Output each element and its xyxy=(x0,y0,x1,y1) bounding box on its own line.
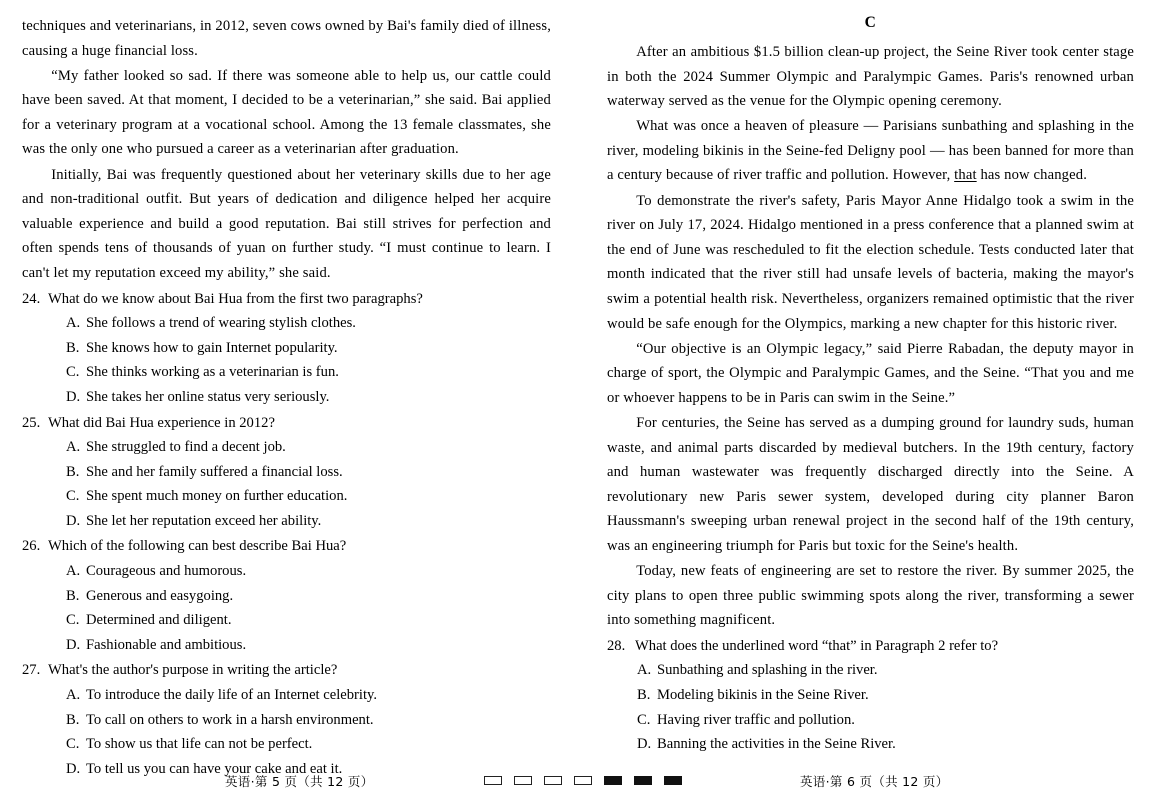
option-text: Modeling bikinis in the Seine River. xyxy=(657,686,869,703)
option-letter: D. xyxy=(66,760,81,777)
option-24-a[interactable] xyxy=(22,311,551,336)
option-text: She takes her online status very seriously. xyxy=(86,388,330,405)
mark-hollow-icon xyxy=(544,776,562,785)
option-letter: A. xyxy=(66,687,81,704)
option-text: To tell us you can have your cake and eat it. xyxy=(86,760,343,777)
question-28 xyxy=(607,634,1134,659)
option-25-b[interactable] xyxy=(22,460,551,485)
option-24-b[interactable] xyxy=(22,336,551,361)
question-24 xyxy=(22,287,551,312)
option-text: She spent much money on further education. xyxy=(86,488,348,505)
option-letter: B. xyxy=(637,686,651,703)
option-text: To call on others to work in a harsh environment. xyxy=(86,711,374,728)
option-letter: B. xyxy=(66,463,80,480)
question-number: 27. xyxy=(22,662,41,679)
underlined-word: that xyxy=(954,167,977,184)
paragraph: For centuries, the Seine has served as a dumping ground for laundry suds, human waste, and animal parts discarded by medieval butchers. In the 19th century, factory and human wastewater was frequently discharged directly into the Seine. A revolutionary new Paris sewer system, developed during city planner Baron Haussmann's sweeping urban renewal project in the second half of the 19th century, was an engineering triumph for Paris but toxic for the Seine's health. xyxy=(607,414,1134,554)
option-25-c[interactable] xyxy=(22,484,551,509)
option-letter: C. xyxy=(66,364,80,381)
option-text: Having river traffic and pollution. xyxy=(657,711,855,728)
option-text: Sunbathing and splashing in the river. xyxy=(657,662,878,679)
option-text: She knows how to gain Internet popularity. xyxy=(86,339,338,356)
option-26-a[interactable] xyxy=(22,559,551,584)
option-24-d[interactable] xyxy=(22,385,551,410)
mark-hollow-icon xyxy=(514,776,532,785)
option-text: She struggled to find a decent job. xyxy=(86,439,286,456)
option-27-c[interactable] xyxy=(22,732,551,757)
option-25-a[interactable] xyxy=(22,435,551,460)
paragraph-text-before: What was once a heaven of pleasure — Parisians sunbathing and splashing in the river, modeling bikinis in the Seine-fed Deligny pool — has been banned for more than a century because of river traffic and pollution. However, xyxy=(607,118,1134,184)
option-letter: A. xyxy=(66,315,81,332)
option-letter: D. xyxy=(637,736,652,753)
option-text: Fashionable and ambitious. xyxy=(86,636,247,653)
option-text: Determined and diligent. xyxy=(86,612,232,629)
option-letter: B. xyxy=(66,339,80,356)
option-27-a[interactable] xyxy=(22,683,551,708)
mark-solid-icon xyxy=(634,776,652,785)
option-text: Banning the activities in the Seine River. xyxy=(657,736,896,753)
option-24-c[interactable] xyxy=(22,360,551,385)
option-text: She and her family suffered a financial loss. xyxy=(86,463,343,480)
option-26-c[interactable] xyxy=(22,608,551,633)
question-text: What does the underlined word “that” in Paragraph 2 refer to? xyxy=(635,637,999,654)
option-letter: B. xyxy=(66,711,80,728)
option-28-c[interactable] xyxy=(607,708,1134,733)
paragraph: “Our objective is an Olympic legacy,” said Pierre Rabadan, the deputy mayor in charge of sport, the Olympic and Paralympic Games, and the Seine. “That you and me or whoever happens to be in Paris can swim in the Seine.” xyxy=(607,340,1134,406)
option-26-d[interactable] xyxy=(22,633,551,658)
question-number: 24. xyxy=(22,290,41,307)
mark-solid-icon xyxy=(664,776,682,785)
footer-page-label-left: 英语·第 5 页（共 12 页） xyxy=(225,774,374,789)
option-letter: A. xyxy=(66,439,81,456)
registration-marks xyxy=(484,776,682,785)
option-letter: A. xyxy=(637,662,652,679)
option-28-a[interactable] xyxy=(607,658,1134,683)
question-text: What do we know about Bai Hua from the first two paragraphs? xyxy=(48,290,423,307)
mark-hollow-icon xyxy=(484,776,502,785)
option-letter: A. xyxy=(66,563,81,580)
right-column xyxy=(579,0,1158,800)
paragraph: techniques and veterinarians, in 2012, seven cows owned by Bai's family died of illness, causing a huge financial loss. xyxy=(22,18,551,59)
option-text: She follows a trend of wearing stylish clothes. xyxy=(86,315,356,332)
paragraph: To demonstrate the river's safety, Paris Mayor Anne Hidalgo took a swim in the river on July 17, 2024. Hidalgo mentioned in a press conference that a planned swim at the end of June was rescheduled to fit the election schedule. Tests conducted later that month indicated that the river still had unsafe levels of bacteria, making the mayor's swim a potential health risk. Nevertheless, organizers remained optimistic that the river would be safe enough for the Olympics, marking a new chapter for this historic river. xyxy=(607,192,1134,332)
question-25 xyxy=(22,411,551,436)
option-letter: D. xyxy=(66,512,81,529)
mark-solid-icon xyxy=(604,776,622,785)
option-26-b[interactable] xyxy=(22,584,551,609)
paragraph: Initially, Bai was frequently questioned about her veterinary skills due to her age and non-traditional outfit. But years of dedication and diligence helped her acquire valuable experience and build a good reputation. Bai still strives for perfection and often spends tens of thousands of yuan on further study. “I must continue to learn. I can't let my reputation exceed my ability,” she said. xyxy=(22,166,551,281)
question-number: 28. xyxy=(607,637,626,654)
option-text: She let her reputation exceed her ability. xyxy=(86,512,322,529)
question-text: What's the author's purpose in writing the article? xyxy=(48,662,338,679)
option-25-d[interactable] xyxy=(22,509,551,534)
paragraph-text-after: has now changed. xyxy=(976,167,1088,184)
option-text: Courageous and humorous. xyxy=(86,563,247,580)
option-letter: C. xyxy=(66,488,80,505)
question-text: Which of the following can best describe Bai Hua? xyxy=(48,538,347,555)
question-27 xyxy=(22,658,551,683)
question-26 xyxy=(22,534,551,559)
option-text: To introduce the daily life of an Internet celebrity. xyxy=(86,687,378,704)
question-group-28 xyxy=(607,634,1134,757)
option-letter: B. xyxy=(66,587,80,604)
footer-page-label-right: 英语·第 6 页（共 12 页） xyxy=(800,774,949,789)
option-27-b[interactable] xyxy=(22,708,551,733)
page-footer xyxy=(0,772,1158,794)
option-letter: D. xyxy=(66,636,81,653)
option-text: She thinks working as a veterinarian is fun. xyxy=(86,364,339,381)
paragraph-with-underline xyxy=(607,114,1134,188)
question-number: 26. xyxy=(22,538,41,555)
paragraph: After an ambitious $1.5 billion clean-up project, the Seine River took center stage in both the 2024 Summer Olympic and Paralympic Games. Paris's renowned urban waterway served as the venue for the Olympic opening ceremony. xyxy=(607,44,1134,110)
question-text: What did Bai Hua experience in 2012? xyxy=(48,414,275,431)
mark-hollow-icon xyxy=(574,776,592,785)
option-letter: C. xyxy=(66,612,80,629)
option-letter: C. xyxy=(66,736,80,753)
option-28-b[interactable] xyxy=(607,683,1134,708)
option-text: Generous and easygoing. xyxy=(86,587,234,604)
option-letter: D. xyxy=(66,388,81,405)
question-number: 25. xyxy=(22,414,41,431)
option-letter: C. xyxy=(637,711,651,728)
option-28-d[interactable] xyxy=(607,732,1134,757)
paragraph: Today, new feats of engineering are set to restore the river. By summer 2025, the city plans to open three public swimming spots along the river, transforming a sewer into something magnificent. xyxy=(607,562,1134,629)
option-text: To show us that life can not be perfect. xyxy=(86,736,313,753)
section-letter: C xyxy=(864,14,877,31)
paragraph: “My father looked so sad. If there was someone able to help us, our cattle could have been saved. At that moment, I decided to be a veterinarian,” she said. Bai applied for a veterinary program at a vocational school. Among the 13 female classmates, she was the only one who pursued a career as a veterinarian after graduation. xyxy=(22,67,551,158)
